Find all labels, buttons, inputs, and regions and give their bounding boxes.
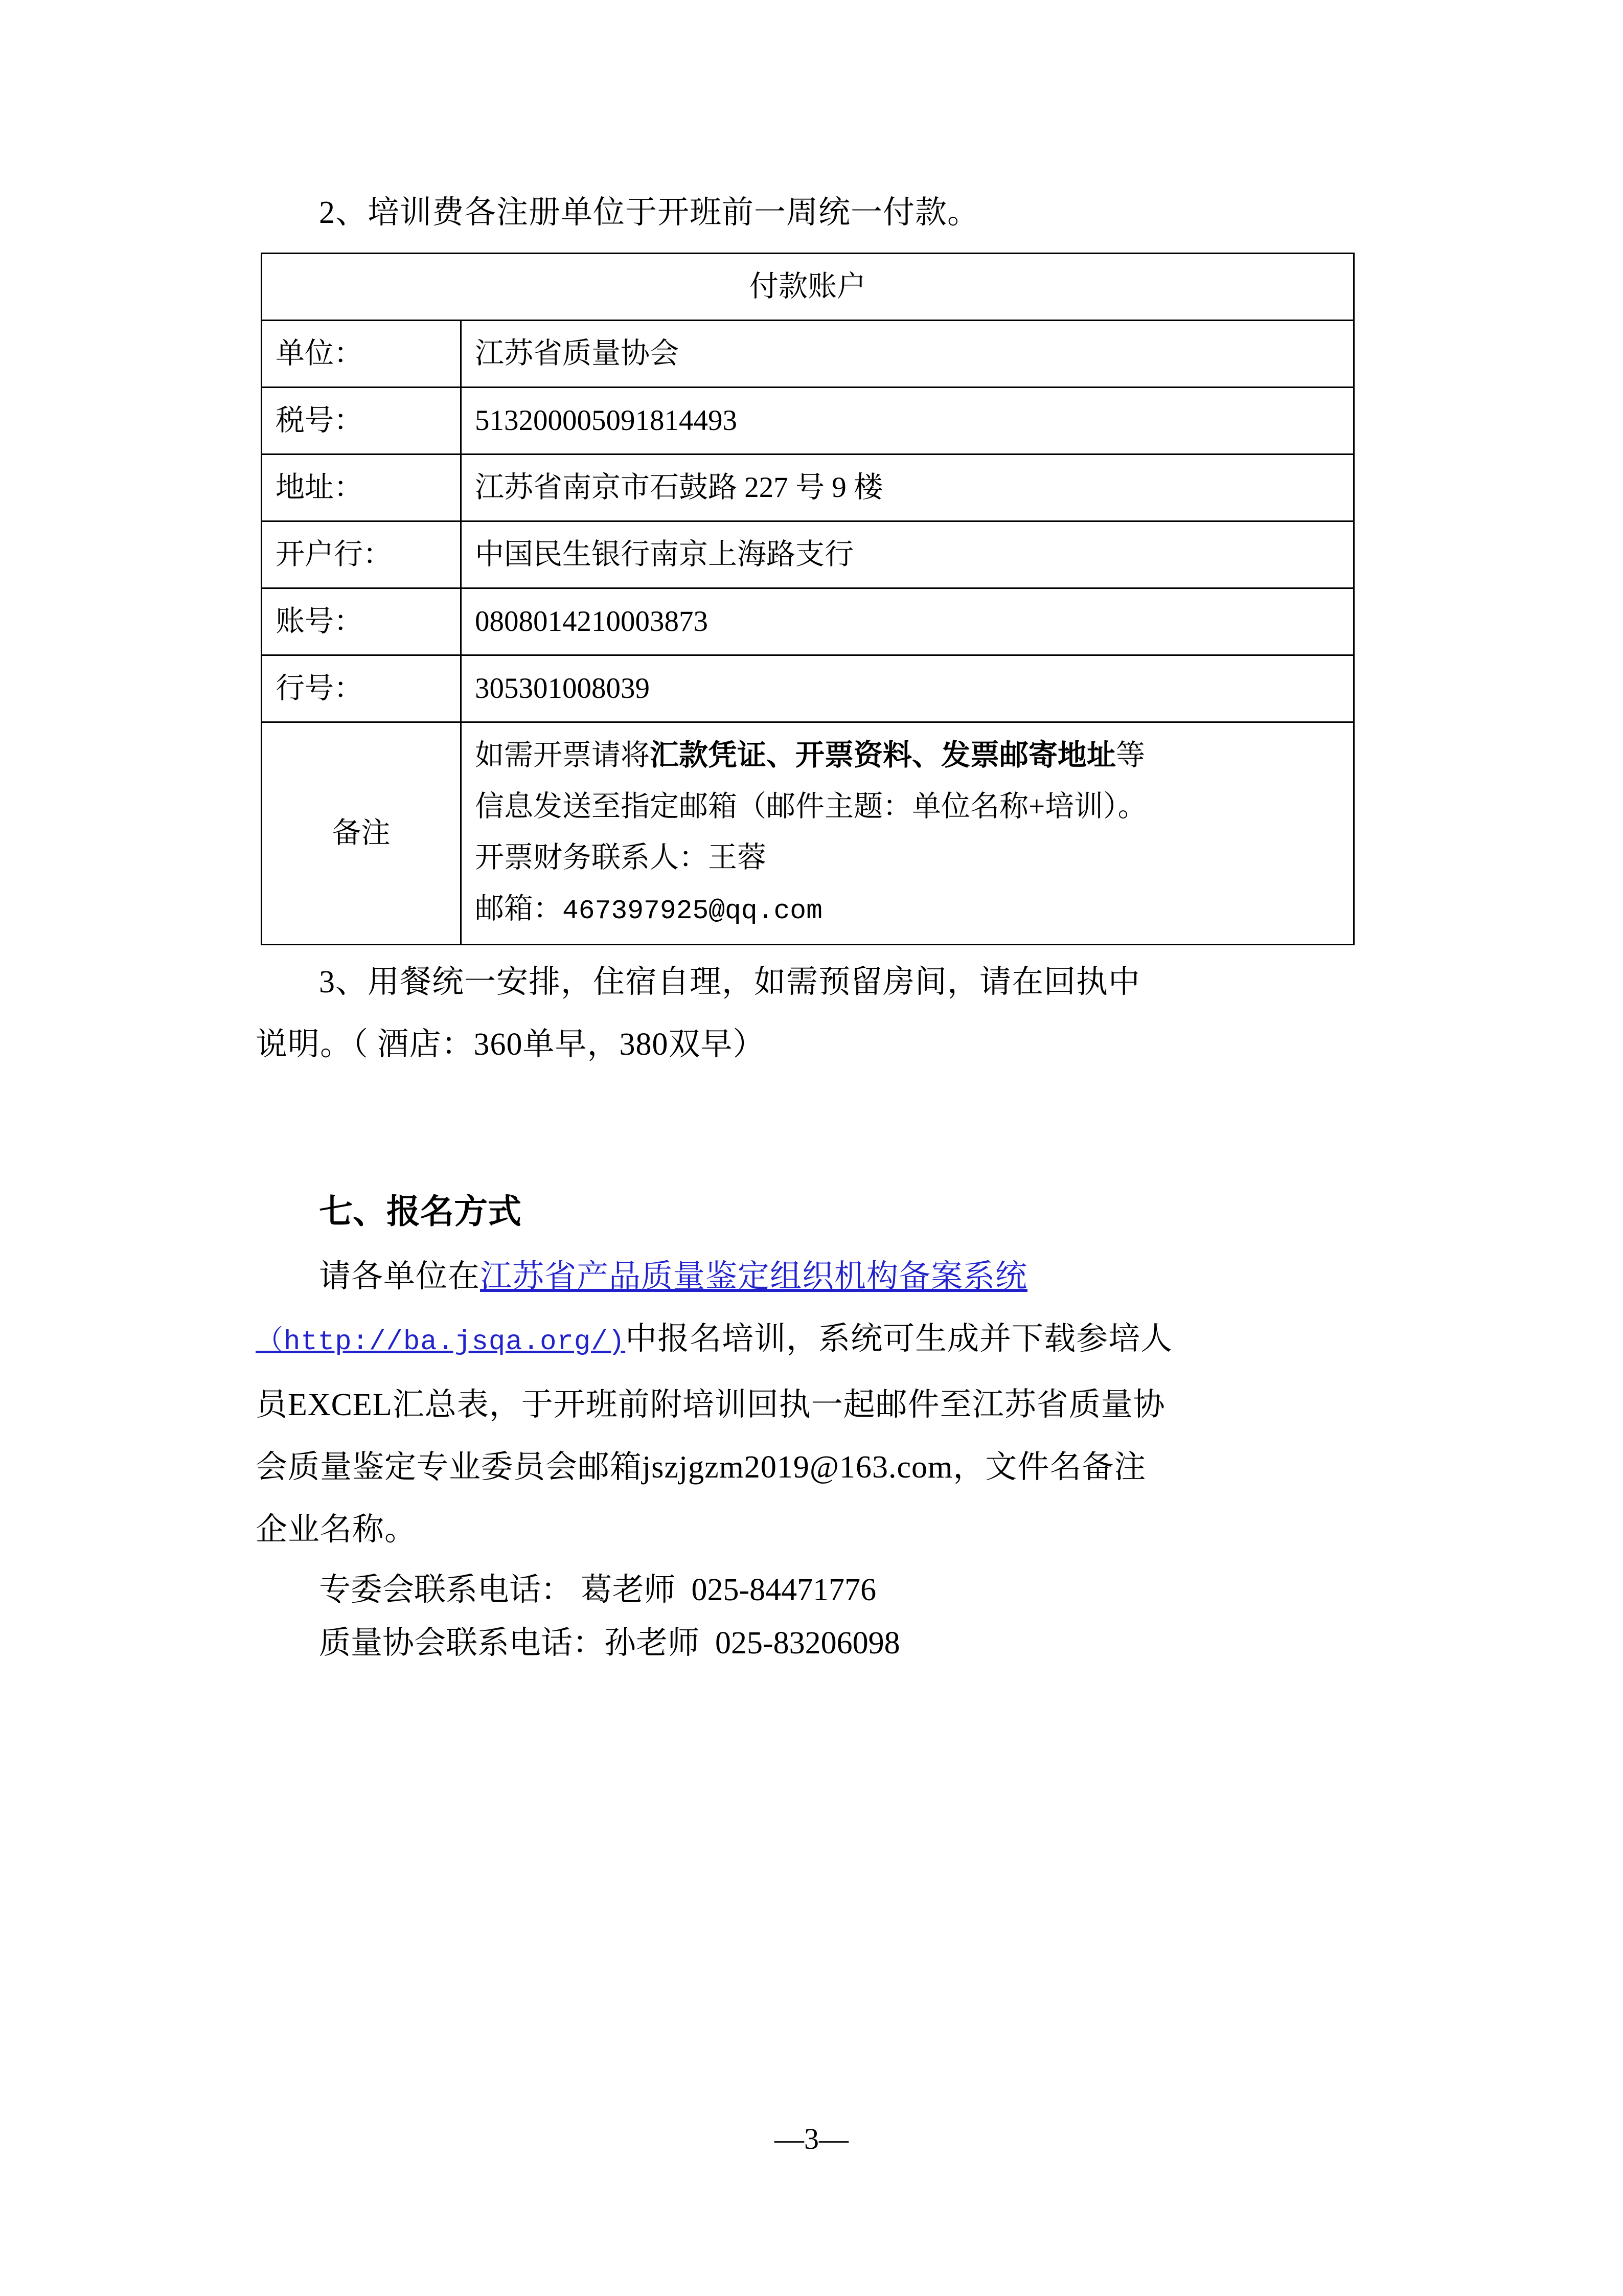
table-row-note: [262, 722, 1354, 945]
table-row: [262, 521, 1354, 588]
vertical-spacer: [256, 1078, 1370, 1180]
row-value-unit: 江苏省质量协会: [461, 321, 1354, 388]
table-row: [262, 454, 1354, 521]
note-line-2: 信息发送至指定邮箱（邮件主题：单位名称+培训）。: [475, 790, 1147, 823]
paragraph-item-2: 2、培训费各注册单位于开班前一周统一付款。: [319, 195, 980, 230]
row-label-bank: 开户行：: [262, 521, 461, 588]
paragraph-registration-line-5: 企业名称。: [256, 1512, 417, 1547]
paragraph-item-3-line-1: 3、用餐统一安排，住宿自理，如需预留房间，请在回执中: [319, 965, 1141, 999]
row-value-bank-code: 305301008039: [461, 655, 1354, 722]
row-label-note: 备注: [262, 722, 461, 945]
table-caption-cell: 付款账户: [262, 254, 1354, 321]
row-value-tax-no: 513200005091814493: [461, 388, 1354, 454]
table-row: [262, 655, 1354, 722]
registration-text-d: ，文件名备注: [953, 1450, 1147, 1485]
table-row: [262, 588, 1354, 655]
row-value-note: [461, 722, 1354, 945]
note-email-label: 邮箱：: [475, 893, 562, 925]
row-value-account-no: 0808014210003873: [461, 588, 1354, 655]
row-value-bank: 中国民生银行南京上海路支行: [461, 521, 1354, 588]
note-line-1: [475, 730, 1340, 781]
link-filing-system[interactable]: 江苏省产品质量鉴定组织机构备案系统: [480, 1259, 1028, 1294]
paragraph-registration-line-2: [256, 1310, 1370, 1371]
row-label-unit: 单位：: [262, 321, 461, 388]
note-line-3: 开票财务联系人：王蓉: [475, 842, 766, 874]
table-row-caption: [262, 254, 1354, 321]
note-text-bold: 汇款凭证、开票资料、发票邮寄地址: [650, 739, 1116, 771]
row-label-account-no: 账号：: [262, 588, 461, 655]
link-filing-system-url[interactable]: （http://ba.jsqa.org/): [256, 1327, 626, 1358]
page-number: —3—: [774, 2122, 849, 2155]
payment-account-table: [261, 253, 1355, 945]
paragraph-registration-line-3: 员EXCEL汇总表，于开班前附培训回执一起邮件至江苏省质量协: [256, 1388, 1165, 1422]
section-heading-registration: 七、报名方式: [319, 1192, 521, 1230]
page-content: [256, 184, 1370, 1670]
paragraph-registration-line-1: [256, 1248, 1370, 1305]
table-row: [262, 388, 1354, 454]
registration-text-c: 会质量鉴定专业委员会邮箱: [256, 1450, 643, 1485]
note-line-4: [475, 883, 1340, 937]
registration-text-b: 中报名培训，系统可生成并下载参培人: [625, 1322, 1173, 1356]
paragraph-item-3-line-2: 说明。（ 酒店：360单早，380双早）: [256, 1027, 765, 1062]
registration-text-a: 请各单位在: [319, 1259, 481, 1294]
paragraph-registration-line-4: [256, 1439, 1370, 1496]
table-row: [262, 321, 1354, 388]
note-email-value: 467397925@qq.com: [562, 896, 822, 926]
row-label-bank-code: 行号：: [262, 655, 461, 722]
contact-line-association: 质量协会联系电话：孙老师 025-83206098: [319, 1626, 900, 1661]
row-label-tax-no: 税号：: [262, 388, 461, 454]
note-text-a: 如需开票请将: [475, 739, 650, 771]
contact-line-committee: 专委会联系电话： 葛老师 025-84471776: [319, 1573, 877, 1607]
registration-email: jszjgzm2019@163.com: [642, 1450, 953, 1485]
note-text-c: 等: [1116, 739, 1145, 771]
row-value-address: 江苏省南京市石鼓路 227 号 9 楼: [461, 454, 1354, 521]
row-label-address: 地址：: [262, 454, 461, 521]
